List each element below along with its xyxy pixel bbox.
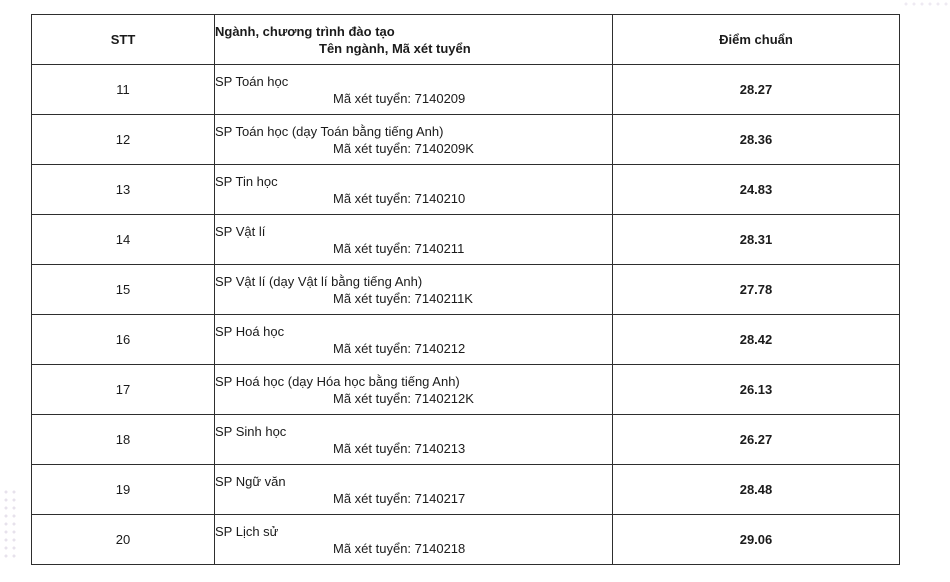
row-stt: 17 [32, 365, 215, 415]
row-stt: 11 [32, 65, 215, 115]
header-program-line2: Tên ngành, Mã xét tuyển [319, 40, 471, 56]
row-score: 28.48 [613, 465, 900, 515]
row-stt: 14 [32, 215, 215, 265]
row-code: Mã xét tuyển: 7140217 [333, 490, 466, 506]
row-program: SP Tin học [215, 173, 278, 189]
decorative-dots-top [902, 0, 948, 10]
decorative-dots-left [2, 488, 16, 558]
row-stt: 19 [32, 465, 215, 515]
row-code: Mã xét tuyển: 7140209 [333, 90, 466, 106]
row-score: 26.27 [613, 415, 900, 465]
row-program: SP Hoá học (dạy Hóa học bằng tiếng Anh) [215, 373, 460, 389]
row-score: 29.06 [613, 515, 900, 565]
row-stt: 18 [32, 415, 215, 465]
row-code: Mã xét tuyển: 7140218 [333, 540, 466, 556]
table-header-row [32, 15, 900, 65]
table-row [32, 215, 900, 265]
row-program-cell [215, 315, 613, 365]
table-row [32, 315, 900, 365]
row-score: 28.36 [613, 115, 900, 165]
row-score: 27.78 [613, 265, 900, 315]
row-program: SP Toán học [215, 73, 289, 89]
table-row [32, 415, 900, 465]
header-program [215, 15, 613, 65]
row-program-cell [215, 115, 613, 165]
row-program: SP Hoá học [215, 323, 285, 339]
admission-scores-table [31, 14, 900, 565]
row-program: SP Ngữ văn [215, 473, 286, 489]
row-stt: 16 [32, 315, 215, 365]
row-stt: 12 [32, 115, 215, 165]
row-program-cell [215, 65, 613, 115]
header-stt: STT [32, 15, 215, 65]
table-row [32, 165, 900, 215]
row-code: Mã xét tuyển: 7140211 [333, 240, 465, 256]
row-program-cell [215, 515, 613, 565]
table-row [32, 515, 900, 565]
row-score: 28.27 [613, 65, 900, 115]
row-code: Mã xét tuyển: 7140209K [333, 140, 474, 156]
row-program-cell [215, 265, 613, 315]
row-program-cell [215, 365, 613, 415]
header-program-line1: Ngành, chương trình đào tạo [215, 23, 395, 39]
table-row [32, 365, 900, 415]
row-program: SP Vật lí [215, 223, 266, 239]
row-stt: 15 [32, 265, 215, 315]
row-program: SP Vật lí (dạy Vật lí bằng tiếng Anh) [215, 273, 423, 289]
row-code: Mã xét tuyển: 7140212K [333, 390, 474, 406]
row-program-cell [215, 415, 613, 465]
row-program-cell [215, 465, 613, 515]
table-row [32, 65, 900, 115]
table-row [32, 465, 900, 515]
row-code: Mã xét tuyển: 7140213 [333, 440, 466, 456]
row-score: 26.13 [613, 365, 900, 415]
row-score: 28.31 [613, 215, 900, 265]
row-stt: 20 [32, 515, 215, 565]
row-score: 24.83 [613, 165, 900, 215]
row-code: Mã xét tuyển: 7140212 [333, 340, 466, 356]
table-row [32, 115, 900, 165]
row-program: SP Toán học (dạy Toán bằng tiếng Anh) [215, 123, 444, 139]
row-code: Mã xét tuyển: 7140210 [333, 190, 466, 206]
row-code: Mã xét tuyển: 7140211K [333, 290, 473, 306]
row-program: SP Sinh học [215, 423, 287, 439]
row-stt: 13 [32, 165, 215, 215]
table-row [32, 265, 900, 315]
header-score: Điểm chuẩn [613, 15, 900, 65]
row-program-cell [215, 215, 613, 265]
row-program: SP Lịch sử [215, 523, 279, 539]
row-program-cell [215, 165, 613, 215]
row-score: 28.42 [613, 315, 900, 365]
